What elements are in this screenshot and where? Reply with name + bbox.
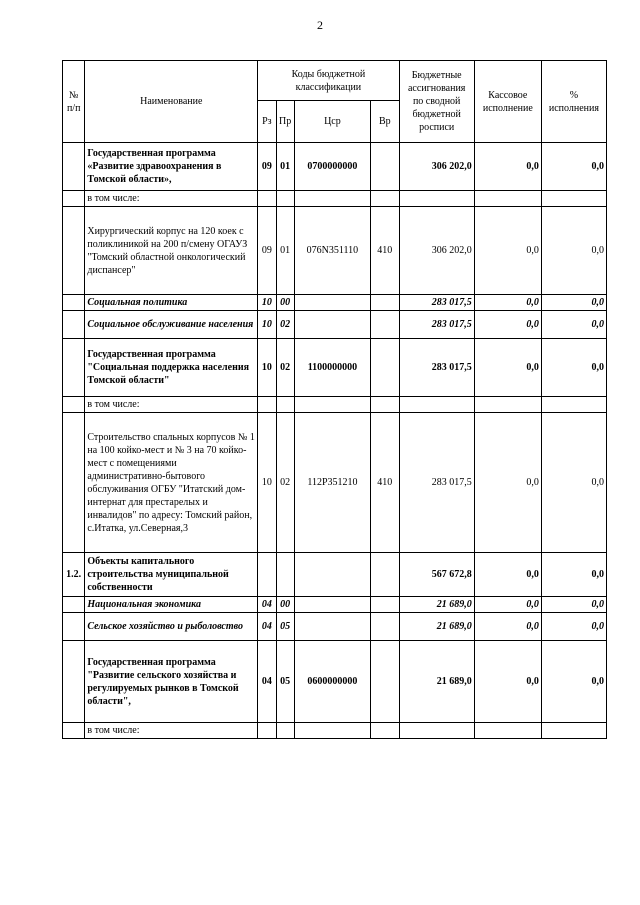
row-assignments: 306 202,0	[399, 207, 474, 295]
row-pr: 02	[276, 413, 294, 553]
row-cash: 0,0	[474, 339, 541, 397]
row-vr	[371, 339, 400, 397]
row-csr	[294, 597, 370, 613]
row-assignments: 283 017,5	[399, 311, 474, 339]
row-percent: 0,0	[541, 597, 606, 613]
row-num	[63, 311, 85, 339]
row-num	[63, 143, 85, 191]
row-name: Государственная программа «Развитие здравоохранения в Томской области»,	[85, 143, 258, 191]
row-num	[63, 641, 85, 723]
header-pr: Пр	[276, 101, 294, 143]
row-pr	[276, 723, 294, 739]
row-num	[63, 295, 85, 311]
header-percent: % исполнения	[541, 61, 606, 143]
row-rz: 04	[258, 597, 276, 613]
row-percent: 0,0	[541, 339, 606, 397]
row-rz: 09	[258, 207, 276, 295]
row-name: Строительство спальных корпусов № 1 на 100 койко-мест и № 3 на 70 койко-мест с помещениями административно-бытового обслуживания ОГБУ "Итатский дом-интернат для престарелых и инвалидов" по адресу: Томский район, с.Итатка, ул.Северная,3	[85, 413, 258, 553]
row-csr: 0600000000	[294, 641, 370, 723]
row-vr	[371, 397, 400, 413]
table-row	[63, 143, 607, 191]
row-pr: 01	[276, 143, 294, 191]
row-cash	[474, 191, 541, 207]
row-csr	[294, 723, 370, 739]
row-cash: 0,0	[474, 413, 541, 553]
row-percent: 0,0	[541, 641, 606, 723]
table-row	[63, 613, 607, 641]
row-name: Социальная политика	[85, 295, 258, 311]
row-assignments: 283 017,5	[399, 295, 474, 311]
row-pr	[276, 397, 294, 413]
row-rz: 10	[258, 339, 276, 397]
table-row	[63, 723, 607, 739]
row-num	[63, 191, 85, 207]
row-cash: 0,0	[474, 207, 541, 295]
row-percent	[541, 397, 606, 413]
row-vr	[371, 191, 400, 207]
row-pr: 05	[276, 613, 294, 641]
row-csr	[294, 191, 370, 207]
row-assignments: 21 689,0	[399, 641, 474, 723]
row-pr: 05	[276, 641, 294, 723]
row-percent: 0,0	[541, 413, 606, 553]
header-assignments: Бюджетные ассигнования по сводной бюджетной росписи	[399, 61, 474, 143]
row-vr	[371, 143, 400, 191]
row-assignments: 567 672,8	[399, 553, 474, 597]
row-num	[63, 397, 85, 413]
row-percent: 0,0	[541, 613, 606, 641]
row-cash	[474, 723, 541, 739]
row-cash: 0,0	[474, 597, 541, 613]
row-num	[63, 613, 85, 641]
table-row	[63, 191, 607, 207]
row-csr: 112P351210	[294, 413, 370, 553]
row-csr	[294, 553, 370, 597]
row-name: в том числе:	[85, 723, 258, 739]
row-name: в том числе:	[85, 397, 258, 413]
table-row	[63, 295, 607, 311]
row-num	[63, 207, 85, 295]
row-cash: 0,0	[474, 613, 541, 641]
row-rz	[258, 723, 276, 739]
row-name: Сельское хозяйство и рыболовство	[85, 613, 258, 641]
row-cash: 0,0	[474, 553, 541, 597]
row-cash: 0,0	[474, 143, 541, 191]
row-name: Социальное обслуживание населения	[85, 311, 258, 339]
row-num: 1.2.	[63, 553, 85, 597]
budget-table	[62, 60, 607, 739]
row-percent	[541, 191, 606, 207]
row-pr: 02	[276, 311, 294, 339]
row-num	[63, 413, 85, 553]
header-row	[63, 61, 607, 101]
row-csr: 0700000000	[294, 143, 370, 191]
row-pr: 01	[276, 207, 294, 295]
row-cash: 0,0	[474, 311, 541, 339]
table-row	[63, 339, 607, 397]
row-rz	[258, 553, 276, 597]
row-assignments: 21 689,0	[399, 597, 474, 613]
row-rz: 04	[258, 641, 276, 723]
row-num	[63, 339, 85, 397]
row-cash: 0,0	[474, 295, 541, 311]
header-vr: Вр	[371, 101, 400, 143]
header-name: Наименование	[85, 61, 258, 143]
table-row	[63, 397, 607, 413]
header-num: № п/п	[63, 61, 85, 143]
row-name: Государственная программа "Развитие сельского хозяйства и регулируемых рынков в Томской области",	[85, 641, 258, 723]
table-row	[63, 597, 607, 613]
row-vr	[371, 641, 400, 723]
row-name: Хирургический корпус на 120 коек с поликлиникой на 200 п/смену ОГАУЗ "Томский областной онкологический диспансер"	[85, 207, 258, 295]
row-csr: 1100000000	[294, 339, 370, 397]
row-rz: 10	[258, 311, 276, 339]
row-name: в том числе:	[85, 191, 258, 207]
row-percent: 0,0	[541, 553, 606, 597]
row-assignments	[399, 397, 474, 413]
table-row	[63, 311, 607, 339]
row-rz: 04	[258, 613, 276, 641]
row-csr	[294, 295, 370, 311]
row-vr: 410	[371, 413, 400, 553]
table-row	[63, 553, 607, 597]
row-assignments: 21 689,0	[399, 613, 474, 641]
row-rz: 09	[258, 143, 276, 191]
row-pr: 00	[276, 295, 294, 311]
header-codes: Коды бюджетной классификации	[258, 61, 399, 101]
row-csr	[294, 613, 370, 641]
row-rz	[258, 397, 276, 413]
page-number: 2	[317, 18, 323, 32]
header-csr: Цср	[294, 101, 370, 143]
row-rz: 10	[258, 295, 276, 311]
row-percent: 0,0	[541, 295, 606, 311]
row-csr	[294, 397, 370, 413]
row-rz	[258, 191, 276, 207]
row-assignments: 283 017,5	[399, 413, 474, 553]
header-rz: Рз	[258, 101, 276, 143]
row-assignments: 283 017,5	[399, 339, 474, 397]
row-num	[63, 597, 85, 613]
row-vr: 410	[371, 207, 400, 295]
row-pr	[276, 191, 294, 207]
row-percent: 0,0	[541, 143, 606, 191]
row-vr	[371, 613, 400, 641]
row-cash: 0,0	[474, 641, 541, 723]
row-percent: 0,0	[541, 207, 606, 295]
table-row	[63, 641, 607, 723]
row-vr	[371, 295, 400, 311]
row-pr: 02	[276, 339, 294, 397]
table-row	[63, 413, 607, 553]
row-vr	[371, 597, 400, 613]
row-num	[63, 723, 85, 739]
row-name: Национальная экономика	[85, 597, 258, 613]
row-pr: 00	[276, 597, 294, 613]
row-csr: 076N351110	[294, 207, 370, 295]
row-cash	[474, 397, 541, 413]
header-cash: Кассовое исполнение	[474, 61, 541, 143]
row-vr	[371, 311, 400, 339]
row-name: Государственная программа "Социальная поддержка населения Томской области"	[85, 339, 258, 397]
row-csr	[294, 311, 370, 339]
row-vr	[371, 723, 400, 739]
row-assignments	[399, 191, 474, 207]
row-vr	[371, 553, 400, 597]
row-rz: 10	[258, 413, 276, 553]
row-assignments	[399, 723, 474, 739]
row-percent: 0,0	[541, 311, 606, 339]
row-assignments: 306 202,0	[399, 143, 474, 191]
table-row	[63, 207, 607, 295]
row-pr	[276, 553, 294, 597]
row-percent	[541, 723, 606, 739]
row-name: Объекты капитального строительства муниципальной собственности	[85, 553, 258, 597]
